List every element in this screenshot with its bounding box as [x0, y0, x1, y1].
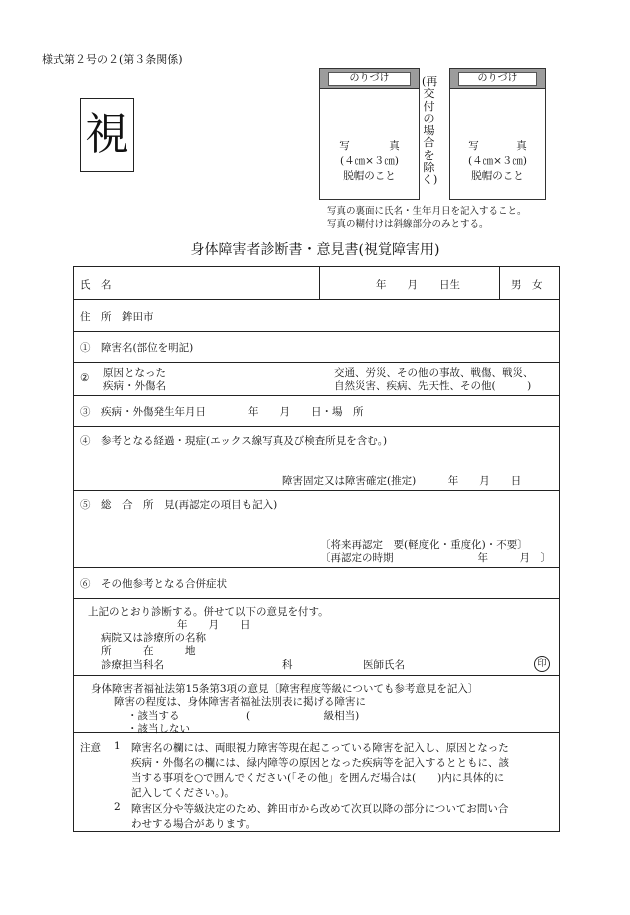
document-title: 身体障害者診断書・意見書(視覚障害用): [190, 242, 440, 258]
disability-fixed-date: 障害固定又は障害確定(推定) 年 月 日: [282, 475, 522, 487]
photo-note-1: 写真の裏面に氏名・生年月日を記入すること。: [327, 206, 527, 217]
photo-box-2: [449, 68, 546, 200]
note-1-line: 障害名の欄には、両眼視力障害等現在起こっている障害を記入し、原因となった: [131, 742, 509, 754]
opinion-applicable: ・該当する: [127, 710, 180, 722]
note-2-line: 障害区分や等級決定のため、鉾田市から改めて次頁以降の部分についてお問い合: [131, 803, 509, 815]
hospital-name-label: 病院又は診療所の名称: [101, 632, 206, 644]
gender-label: 男 女: [511, 279, 543, 291]
category-kanji-mark: 視: [80, 98, 134, 172]
seal-mark: 印: [534, 656, 550, 672]
overall-findings-label: ⑤ 総 合 所 見(再認定の項目も記入): [80, 499, 278, 511]
department-label: 診療担当科名: [101, 659, 164, 671]
clinical-history-label: ④ 参考となる経過・現症(エックス線写真及び検査所見を含む。): [80, 435, 388, 447]
reissue-exception-note: (再交付の場合を除く): [422, 75, 438, 187]
opinion-statement: 障害の程度は、身体障害者福祉法別表に掲げる障害に: [114, 696, 366, 708]
photo-no-hat: 脱帽のこと: [343, 170, 396, 182]
opinion-heading: 身体障害者福祉法第15条第3項の意見〔障害程度等級についても参考意見を記入〕: [91, 683, 479, 695]
cause-label-line2: 疾病・外傷名: [103, 380, 166, 392]
cause-label-line1: 原因となった: [103, 367, 166, 379]
department-suffix: 科: [282, 659, 293, 671]
photo-box-1: [319, 68, 420, 200]
form-number-label: 様式第２号の２(第３条関係): [42, 53, 183, 66]
address-label: 住 所 鉾田市: [80, 311, 154, 323]
note-1-line: 当する事項を○で囲んでください(「その他」を囲んだ場合は( )内に具体的に: [131, 772, 505, 784]
cause-options-line1: 交通、労災、その他の事故、戦傷、戦災、: [334, 367, 534, 379]
photo-size: (４㎝×３㎝): [340, 155, 399, 167]
notes-label: 注意: [80, 742, 101, 754]
photo-text: 真: [516, 140, 527, 152]
photo-instructions: [320, 139, 419, 184]
recertification-period: 〔再認定の時期 年 月 〕: [320, 552, 551, 564]
name-label: 氏 名: [80, 279, 112, 291]
photo-size: (４㎝×３㎝): [468, 155, 527, 167]
note-1-line: 記入してください。)。: [131, 787, 235, 799]
photo-note-2: 写真の糊付けは斜線部分のみとする。: [327, 219, 489, 230]
note-1-number: 1: [114, 740, 121, 752]
cause-options-line2: 自然災害、疾病、先天性、その他( ): [334, 380, 532, 392]
declaration-text: 上記のとおり診断する。併せて以下の意見を付す。: [88, 606, 329, 618]
opinion-not-applicable: ・該当しない: [127, 723, 190, 735]
birth-date-label: 年 月 日生: [376, 279, 460, 291]
recertification-need: 〔将来再認定 要(軽度化・重度化)・不要〕: [320, 539, 528, 551]
doctor-name-label: 医師氏名: [363, 659, 405, 671]
photo-instructions: [450, 139, 545, 184]
note-1-line: 疾病・外傷名の欄には、緑内障等の原因となった疾病等を記入するとともに、該: [131, 757, 509, 769]
disability-name-label: ① 障害名(部位を明記): [80, 342, 194, 354]
photo-no-hat: 脱帽のこと: [471, 170, 524, 182]
hospital-address-label: 所 在 地: [101, 645, 196, 657]
glue-tab-label: のりづけ: [328, 72, 411, 86]
glue-tab: [450, 69, 545, 89]
glue-tab-label: のりづけ: [458, 72, 537, 86]
complications-label: ⑥ その他参考となる合併症状: [80, 578, 227, 590]
note-2-number: 2: [114, 801, 121, 813]
cause-number: ②: [80, 372, 90, 384]
photo-text: 真: [389, 140, 400, 152]
certificate-form: [73, 266, 560, 832]
photo-text: 写: [468, 140, 479, 152]
photo-text: 写: [339, 140, 350, 152]
glue-tab: [320, 69, 419, 89]
opinion-grade: ( 級相当): [246, 710, 360, 722]
declaration-date: 年 月 日: [177, 619, 251, 631]
onset-date-label: ③ 疾病・外傷発生年月日 年 月 日・場 所: [80, 406, 364, 418]
note-2-line: わせする場合があります。: [131, 818, 257, 830]
